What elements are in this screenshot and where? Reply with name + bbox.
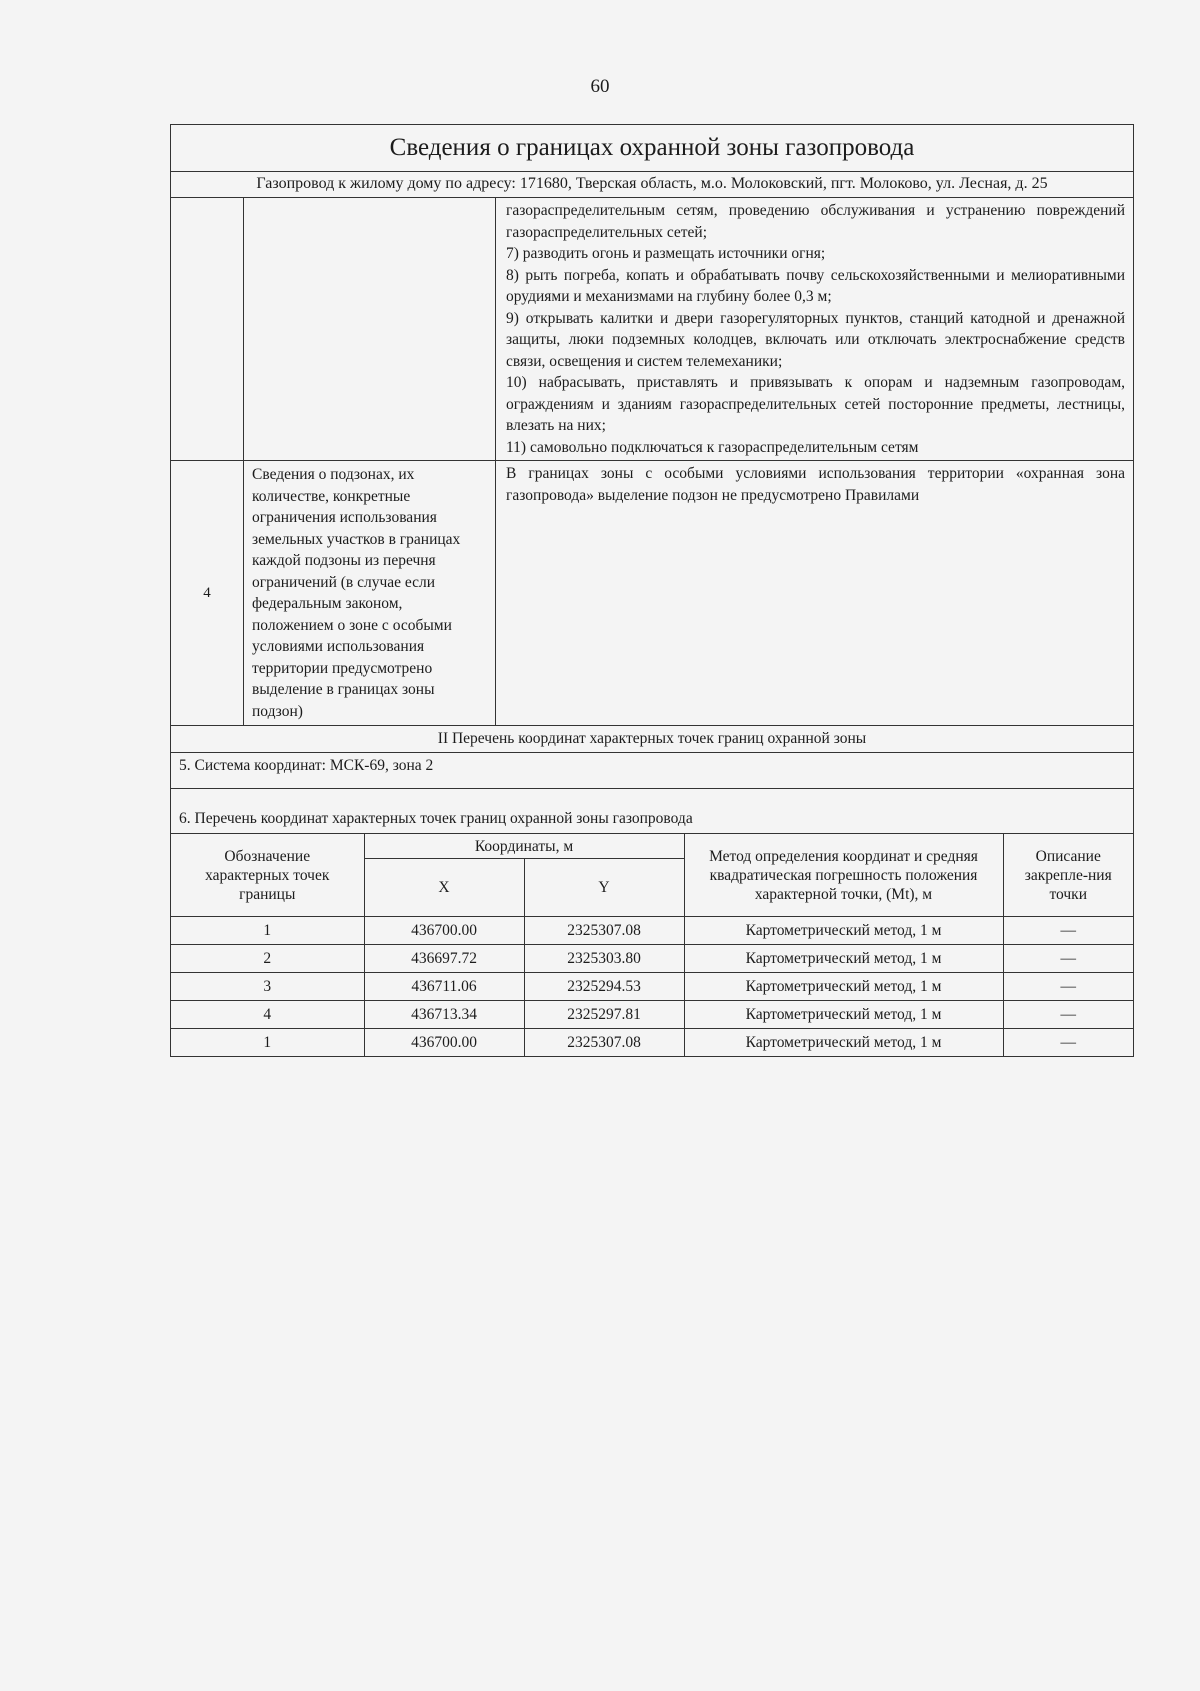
coord-system-row [171, 753, 1133, 789]
table-row [171, 1029, 1133, 1057]
restriction-item: 8) рыть погреба, копать и обрабатывать почву сельскохозяйственными и мелиоративными орудиями и механизмами на глубину более 0,3 м; [506, 266, 1125, 305]
row-number: 4 [171, 461, 244, 725]
table-row [171, 917, 1133, 945]
x-cell: 436711.06 [364, 973, 524, 1001]
method-cell: Картометрический метод, 1 м [684, 945, 1003, 973]
document-subtitle: Газопровод к жилому дому по адресу: 171680, Тверская область, м.о. Молоковский, пгт. Молоково, ул. Лесная, д. 25 [171, 172, 1133, 198]
header-description: Описание закрепле-ния точки [1003, 834, 1133, 917]
point-cell: 3 [171, 973, 364, 1001]
table-row [171, 1001, 1133, 1029]
section2-title-row [171, 726, 1133, 753]
description-cell: — [1003, 945, 1133, 973]
description-cell: — [1003, 917, 1133, 945]
x-cell: 436700.00 [364, 917, 524, 945]
zone-info-table [170, 124, 1134, 1057]
description-cell: — [1003, 1001, 1133, 1029]
header-method: Метод определения координат и средняя квадратическая погрешность положения характерной точки, (Мt), м [684, 834, 1003, 917]
restriction-item: 11) самовольно подключаться к газораспределительным сетям [506, 438, 919, 456]
method-cell: Картометрический метод, 1 м [684, 973, 1003, 1001]
description-cell: — [1003, 1029, 1133, 1057]
restrictions-continued-row [171, 198, 1133, 461]
page-number: 60 [590, 76, 610, 97]
point-cell: 2 [171, 945, 364, 973]
method-cell: Картометрический метод, 1 м [684, 1029, 1003, 1057]
method-cell: Картометрический метод, 1 м [684, 1001, 1003, 1029]
y-cell: 2325307.08 [524, 917, 684, 945]
y-cell: 2325303.80 [524, 945, 684, 973]
restriction-item: 10) набрасывать, приставлять и привязывать к опорам и надземным газопроводам, ограждениям и зданиям газораспределительных сетей посторонние предметы, лестницы, влезать на них; [506, 374, 1125, 434]
x-cell: 436713.34 [364, 1001, 524, 1029]
point-cell: 4 [171, 1001, 364, 1029]
coord-system: 5. Система координат: МСК-69, зона 2 [179, 757, 434, 774]
document-title: Сведения о границах охранной зоны газопровода [171, 125, 1133, 172]
header-x: X [364, 859, 524, 917]
description-cell: — [1003, 973, 1133, 1001]
section2-title: II Перечень координат характерных точек границ охранной зоны [437, 730, 867, 747]
point-cell: 1 [171, 917, 364, 945]
restriction-item: газораспределительным сетям, проведению обслуживания и устранению повреждений газораспределительных сетей; [506, 202, 1125, 241]
subzones-label: Сведения о подзонах, их количестве, конкретные ограничения использования земельных участков в границах каждой подзоны из перечня ограничений (в случае если федеральным законом, положением о зоне с особыми условиями использования территории предусмотрено выделение в границах зоны подзон) [244, 461, 496, 725]
point-cell: 1 [171, 1029, 364, 1057]
x-cell: 436700.00 [364, 1029, 524, 1057]
list-title: 6. Перечень координат характерных точек границ охранной зоны газопровода [179, 810, 693, 827]
row-number-cell [171, 198, 244, 460]
x-cell: 436697.72 [364, 945, 524, 973]
table-row [171, 973, 1133, 1001]
restriction-item: 7) разводить огонь и размещать источники огня; [506, 245, 826, 262]
list-title-row [171, 789, 1133, 834]
header-point: Обозначение характерных точек границы [171, 834, 364, 917]
coordinates-table [171, 834, 1133, 1056]
method-cell: Картометрический метод, 1 м [684, 917, 1003, 945]
header-y: Y [524, 859, 684, 917]
row-label-cell [244, 198, 496, 460]
y-cell: 2325297.81 [524, 1001, 684, 1029]
restriction-item: 9) открывать калитки и двери газорегуляторных пунктов, станций катодной и дренажной защиты, люки подземных колодцев, включать или отключать электроснабжение средств связи, освещения и систем телемеханики; [506, 309, 1125, 370]
y-cell: 2325294.53 [524, 973, 684, 1001]
restrictions-text [496, 198, 1133, 460]
table-row [171, 945, 1133, 973]
y-cell: 2325307.08 [524, 1029, 684, 1057]
subzones-text: В границах зоны с особыми условиями использования территории «охранная зона газопровода» выделение подзон не предусмотрено Правилами [506, 465, 1125, 504]
header-coords: Координаты, м [364, 834, 684, 859]
subzones-row [171, 461, 1133, 726]
